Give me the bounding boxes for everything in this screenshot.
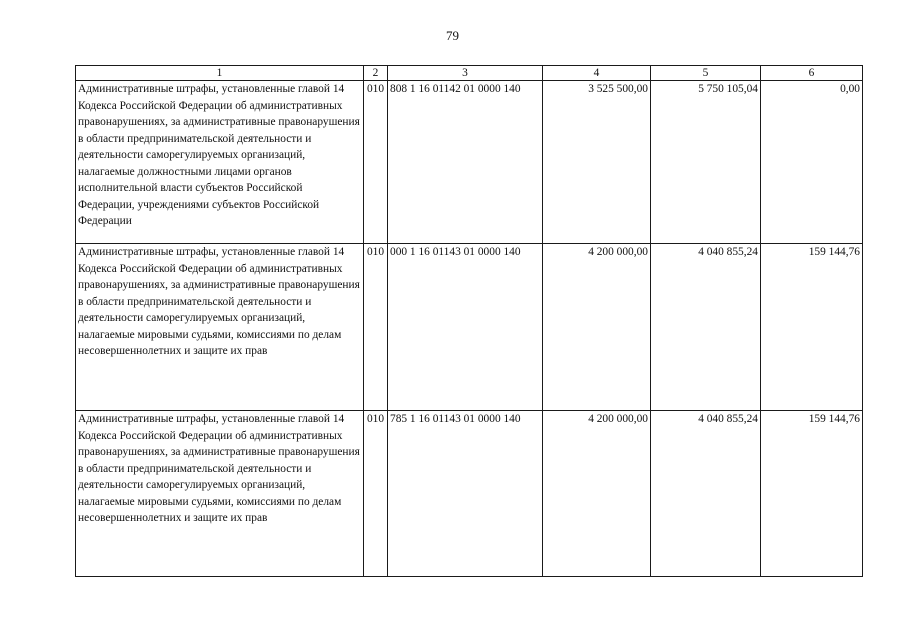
row-name: Административные штрафы, установленные главой 14 Кодекса Российской Федерации об административных правонарушениях, за административные правонарушения в области предпринимательской деятельности и деятельности саморегулируемых организаций, налагаемые мировыми судьями, комиссиями по делам несовершеннолетних и защите их прав <box>76 411 364 577</box>
row-col4-value: 3 525 500,00 <box>543 81 651 244</box>
row-col6-value: 159 144,76 <box>761 244 863 411</box>
table-row <box>76 244 863 411</box>
row-col6-value: 159 144,76 <box>761 411 863 577</box>
row-col6-value: 0,00 <box>761 81 863 244</box>
row-budget-code: 000 1 16 01143 01 0000 140 <box>388 244 543 411</box>
row-col5-value: 4 040 855,24 <box>651 411 761 577</box>
header-col-1: 1 <box>76 66 364 81</box>
budget-table <box>75 65 863 577</box>
row-name: Административные штрафы, установленные главой 14 Кодекса Российской Федерации об административных правонарушениях, за административные правонарушения в области предпринимательской деятельности и деятельности саморегулируемых организаций, налагаемые должностными лицами органов исполнительной власти субъектов Российской Федерации, учреждениями субъектов Российской Федерации <box>76 81 364 244</box>
row-line-code: 010 <box>364 411 388 577</box>
row-line-code: 010 <box>364 244 388 411</box>
row-budget-code: 808 1 16 01142 01 0000 140 <box>388 81 543 244</box>
row-col5-value: 5 750 105,04 <box>651 81 761 244</box>
header-col-4: 4 <box>543 66 651 81</box>
row-name: Административные штрафы, установленные главой 14 Кодекса Российской Федерации об административных правонарушениях, за административные правонарушения в области предпринимательской деятельности и деятельности саморегулируемых организаций, налагаемые мировыми судьями, комиссиями по делам несовершеннолетних и защите их прав <box>76 244 364 411</box>
table-row <box>76 411 863 577</box>
row-line-code: 010 <box>364 81 388 244</box>
header-col-6: 6 <box>761 66 863 81</box>
row-col4-value: 4 200 000,00 <box>543 411 651 577</box>
header-col-5: 5 <box>651 66 761 81</box>
row-budget-code: 785 1 16 01143 01 0000 140 <box>388 411 543 577</box>
table-row <box>76 81 863 244</box>
header-row <box>76 66 863 81</box>
row-col4-value: 4 200 000,00 <box>543 244 651 411</box>
header-col-2: 2 <box>364 66 388 81</box>
row-col5-value: 4 040 855,24 <box>651 244 761 411</box>
page-number: 79 <box>446 28 459 43</box>
header-col-3: 3 <box>388 66 543 81</box>
